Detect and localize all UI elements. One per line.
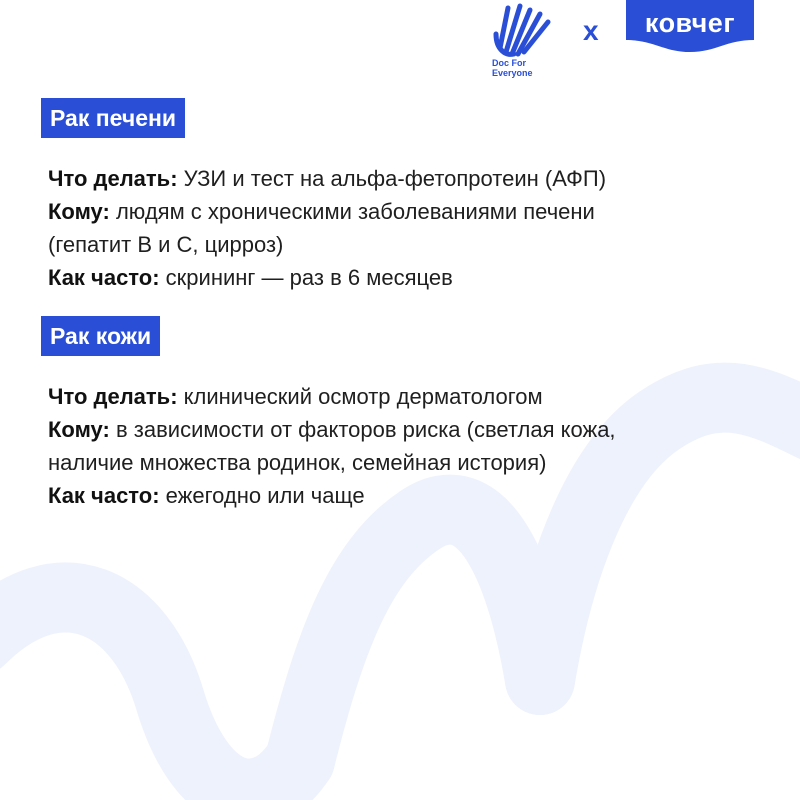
info-row bbox=[48, 261, 768, 294]
info-row bbox=[48, 380, 768, 413]
info-row bbox=[48, 162, 768, 195]
info-row bbox=[48, 479, 768, 512]
info-row bbox=[48, 195, 768, 228]
row-label: Кому: bbox=[48, 417, 110, 442]
section-title-skin: Рак кожи bbox=[41, 316, 160, 356]
section-body-liver bbox=[48, 162, 768, 294]
row-text: в зависимости от факторов риска (светлая кожа, bbox=[115, 417, 616, 442]
row-text: УЗИ и тест на альфа-фетопротеин (АФП) bbox=[183, 166, 607, 191]
row-text: людям с хроническими заболеваниями печени bbox=[115, 199, 595, 224]
section-body-skin bbox=[48, 380, 768, 512]
row-text: наличие множества родинок, семейная история) bbox=[48, 450, 547, 475]
info-row bbox=[48, 413, 768, 446]
row-text: ежегодно или чаще bbox=[165, 483, 365, 508]
row-label: Как часто: bbox=[48, 483, 160, 508]
kovcheg-wordmark: ковчег bbox=[644, 8, 736, 38]
row-text: клинический осмотр дерматологом bbox=[183, 384, 543, 409]
row-label: Что делать: bbox=[48, 384, 178, 409]
row-label: Что делать: bbox=[48, 166, 178, 191]
logo-line-1: Doc For bbox=[492, 58, 527, 68]
row-label: Кому: bbox=[48, 199, 110, 224]
section-title-liver: Рак печени bbox=[41, 98, 185, 138]
row-text: скрининг — раз в 6 месяцев bbox=[165, 265, 453, 290]
info-row bbox=[48, 446, 768, 479]
info-row bbox=[48, 228, 768, 261]
logo-line-2: Everyone bbox=[492, 68, 533, 78]
collab-symbol: x bbox=[583, 15, 599, 46]
row-label: Как часто: bbox=[48, 265, 160, 290]
row-text: (гепатит В и С, цирроз) bbox=[48, 232, 284, 257]
